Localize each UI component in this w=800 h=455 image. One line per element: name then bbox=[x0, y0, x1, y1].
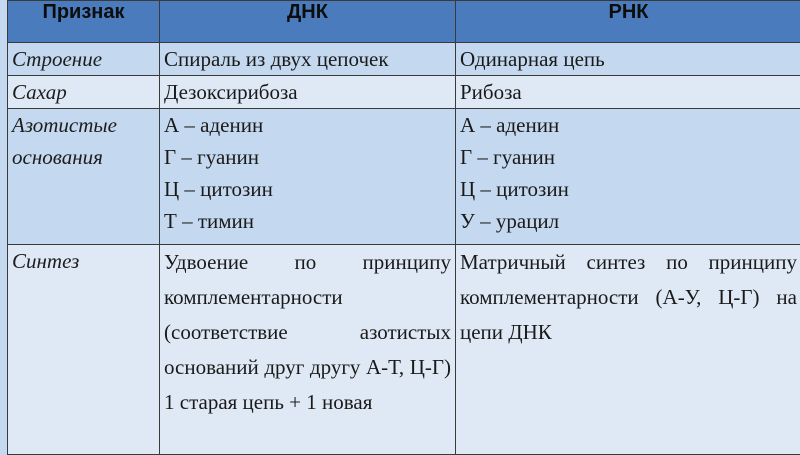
dna-sugar bbox=[160, 76, 456, 109]
label-synthesis bbox=[8, 245, 160, 455]
rna-base-guanine: Г – гуанин bbox=[460, 141, 797, 173]
rna-structure-text: Одинарная цепь bbox=[460, 43, 797, 75]
dna-sugar-text: Дезоксирибоза bbox=[164, 76, 451, 108]
label-sugar-text: Сахар bbox=[12, 76, 155, 108]
rna-sugar bbox=[456, 76, 800, 109]
row-sugar bbox=[8, 76, 800, 109]
header-row bbox=[8, 1, 800, 43]
dna-synthesis-text: Удвоение по принципу комплементарности (соответствие азотистых оснований друг другу А-Т, Ц-Г) 1 старая цепь + 1 новая bbox=[164, 245, 451, 420]
rna-bases bbox=[456, 109, 800, 245]
label-bases-line-2: основания bbox=[12, 141, 155, 173]
label-bases bbox=[8, 109, 160, 245]
dna-structure-text: Спираль из двух цепочек bbox=[164, 43, 451, 75]
rna-base-cytosine: Ц – цитозин bbox=[460, 173, 797, 205]
label-structure bbox=[8, 43, 160, 76]
header-feature: Признак bbox=[8, 1, 160, 43]
label-bases-line-1: Азотистые bbox=[12, 109, 155, 141]
rna-structure bbox=[456, 43, 800, 76]
row-synthesis bbox=[8, 245, 800, 455]
rna-base-uracil: У – урацил bbox=[460, 205, 797, 237]
label-sugar bbox=[8, 76, 160, 109]
dna-base-guanine: Г – гуанин bbox=[164, 141, 451, 173]
comparison-table bbox=[7, 0, 800, 455]
dna-bases bbox=[160, 109, 456, 245]
rna-sugar-text: Рибоза bbox=[460, 76, 797, 108]
rna-synthesis-text: Матричный синтез по принципу комплементарности (А-У, Ц-Г) на цепи ДНК bbox=[460, 245, 797, 350]
dna-base-adenine: А – аденин bbox=[164, 109, 451, 141]
dna-base-thymine: Т – тимин bbox=[164, 205, 451, 237]
label-synthesis-text: Синтез bbox=[12, 245, 155, 277]
dna-base-cytosine: Ц – цитозин bbox=[164, 173, 451, 205]
row-bases bbox=[8, 109, 800, 245]
row-structure bbox=[8, 43, 800, 76]
rna-synthesis bbox=[456, 245, 800, 455]
dna-synthesis bbox=[160, 245, 456, 455]
header-dna: ДНК bbox=[160, 1, 456, 43]
header-rna: РНК bbox=[456, 1, 800, 43]
label-structure-text: Строение bbox=[12, 43, 155, 75]
rna-base-adenine: А – аденин bbox=[460, 109, 797, 141]
dna-structure bbox=[160, 43, 456, 76]
